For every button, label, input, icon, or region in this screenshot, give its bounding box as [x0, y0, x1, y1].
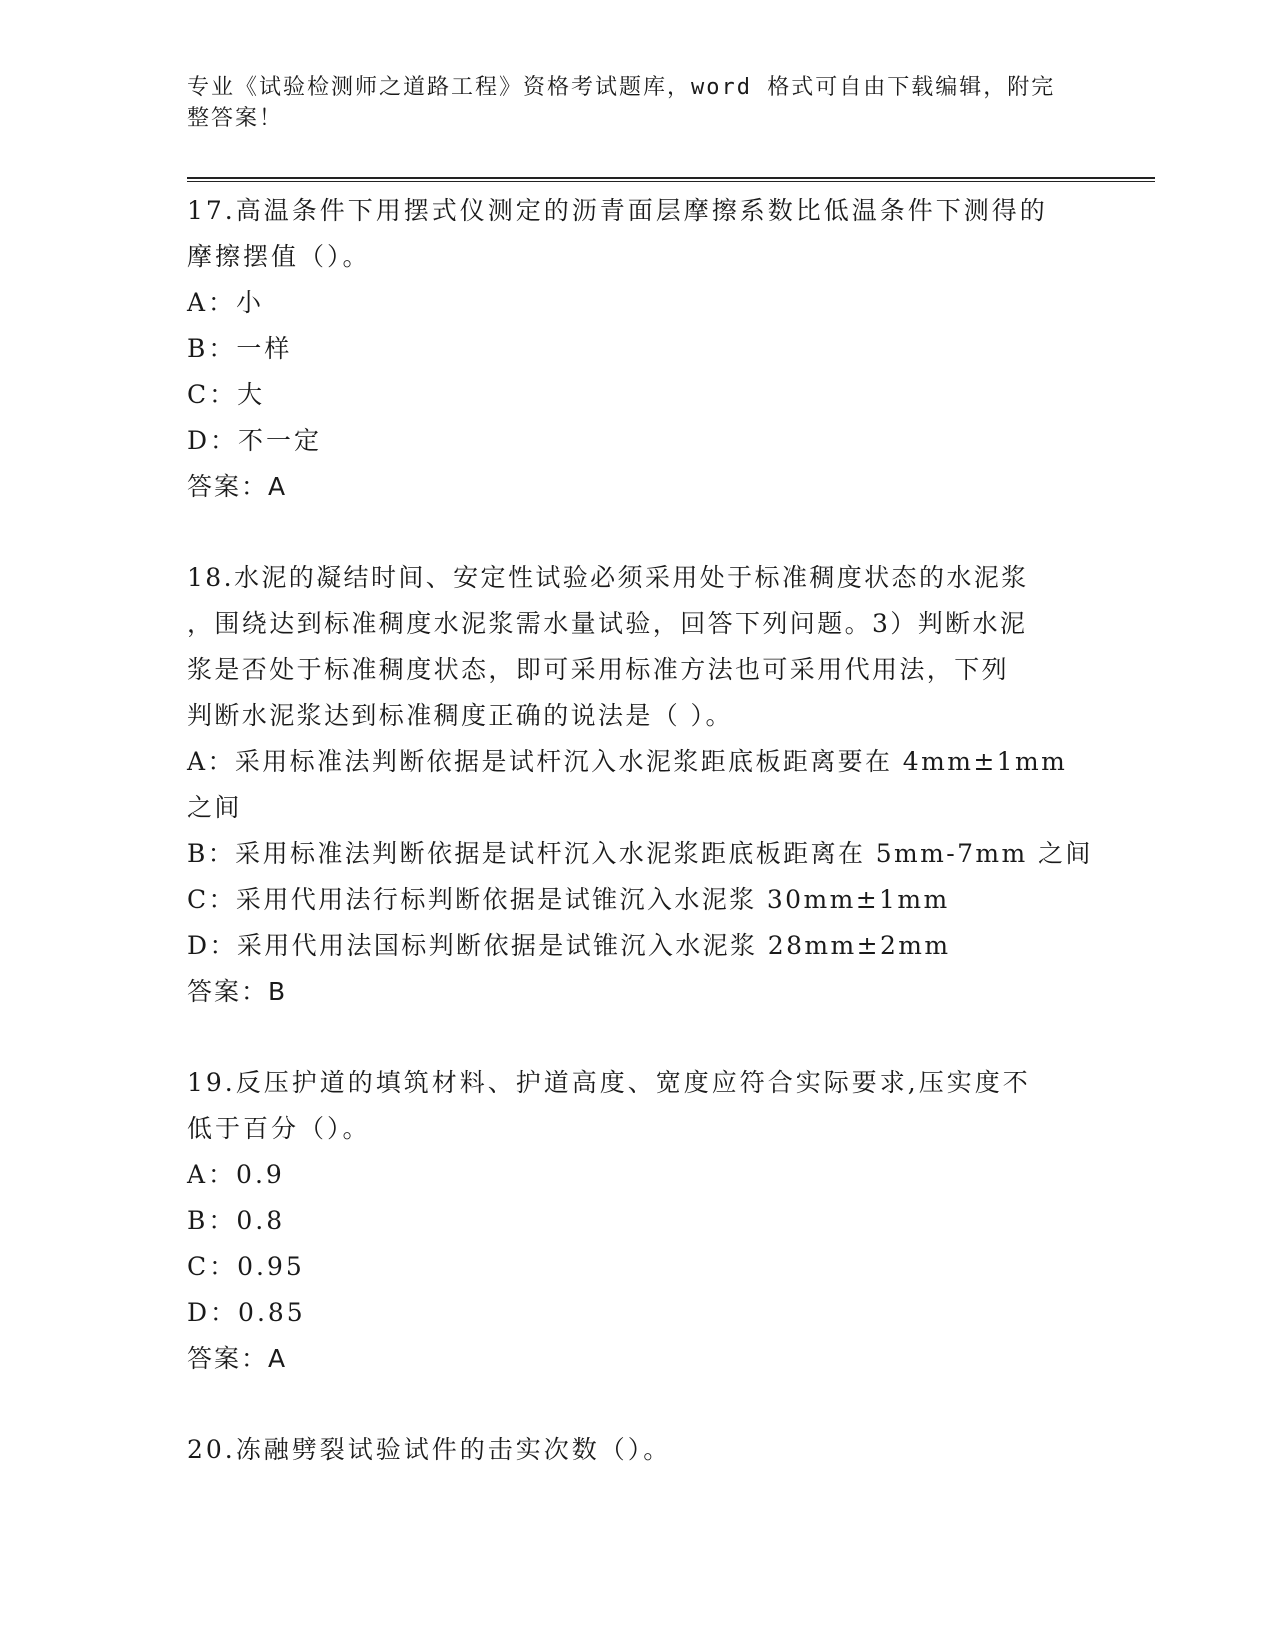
question-text-line: 19.反压护道的填筑材料、护道高度、宽度应符合实际要求,压实度不 — [187, 1068, 1031, 1097]
option-d: D：采用代用法国标判断依据是试锥沉入水泥浆 28mm±2mm — [187, 931, 951, 960]
question-text-line: 摩擦摆值（）。 — [187, 242, 371, 271]
question-text-line: 17.高温条件下用摆式仪测定的沥青面层摩擦系数比低温条件下测得的 — [187, 196, 1048, 225]
question-20 — [187, 1427, 1087, 1473]
option-a: A：小 — [187, 288, 265, 317]
spacer — [187, 1382, 1087, 1427]
option-d: D：0.85 — [187, 1298, 306, 1327]
header-rule-thick — [187, 177, 1155, 179]
question-19 — [187, 1060, 1087, 1382]
question-17 — [187, 188, 1087, 510]
document-header — [187, 72, 1087, 134]
question-list — [187, 188, 1093, 1473]
question-text-line: ，围绕达到标准稠度水泥浆需水量试验，回答下列问题。3）判断水泥 — [187, 609, 1028, 638]
question-text-line: 20.冻融劈裂试验试件的击实次数（）。 — [187, 1435, 672, 1464]
option-b: B：采用标准法判断依据是试杆沉入水泥浆距底板距离在 5mm-7mm 之间 — [187, 839, 1093, 868]
option-c: C：大 — [187, 380, 266, 409]
answer-line: 答案：A — [187, 472, 288, 501]
question-text-line: 18.水泥的凝结时间、安定性试验必须采用处于标准稠度状态的水泥浆 — [187, 563, 1029, 592]
answer-line: 答案：A — [187, 1344, 288, 1373]
option-a-continuation: 之间 — [187, 793, 242, 822]
header-rule-thin — [187, 181, 1155, 182]
option-a: A：采用标准法判断依据是试杆沉入水泥浆距底板距离要在 4mm±1mm — [187, 747, 1068, 776]
answer-line: 答案：B — [187, 977, 288, 1006]
spacer — [187, 1015, 1087, 1060]
option-c: C：采用代用法行标判断依据是试锥沉入水泥浆 30mm±1mm — [187, 885, 950, 914]
header-line-1: 专业《试验检测师之道路工程》资格考试题库，word 格式可自由下载编辑，附完 — [187, 75, 1056, 100]
option-b: B：0.8 — [187, 1206, 286, 1235]
question-text-line: 浆是否处于标准稠度状态，即可采用标准方法也可采用代用法，下列 — [187, 655, 1010, 684]
option-b: B：一样 — [187, 334, 293, 363]
header-line-2: 整答案！ — [187, 106, 284, 131]
option-c: C：0.95 — [187, 1252, 305, 1281]
option-d: D：不一定 — [187, 426, 323, 455]
spacer — [187, 510, 1087, 555]
question-text-line: 低于百分（）。 — [187, 1114, 371, 1143]
question-text-line: 判断水泥浆达到标准稠度正确的说法是（ ）。 — [187, 701, 733, 730]
option-a: A：0.9 — [187, 1160, 285, 1189]
question-18 — [187, 555, 1093, 1015]
